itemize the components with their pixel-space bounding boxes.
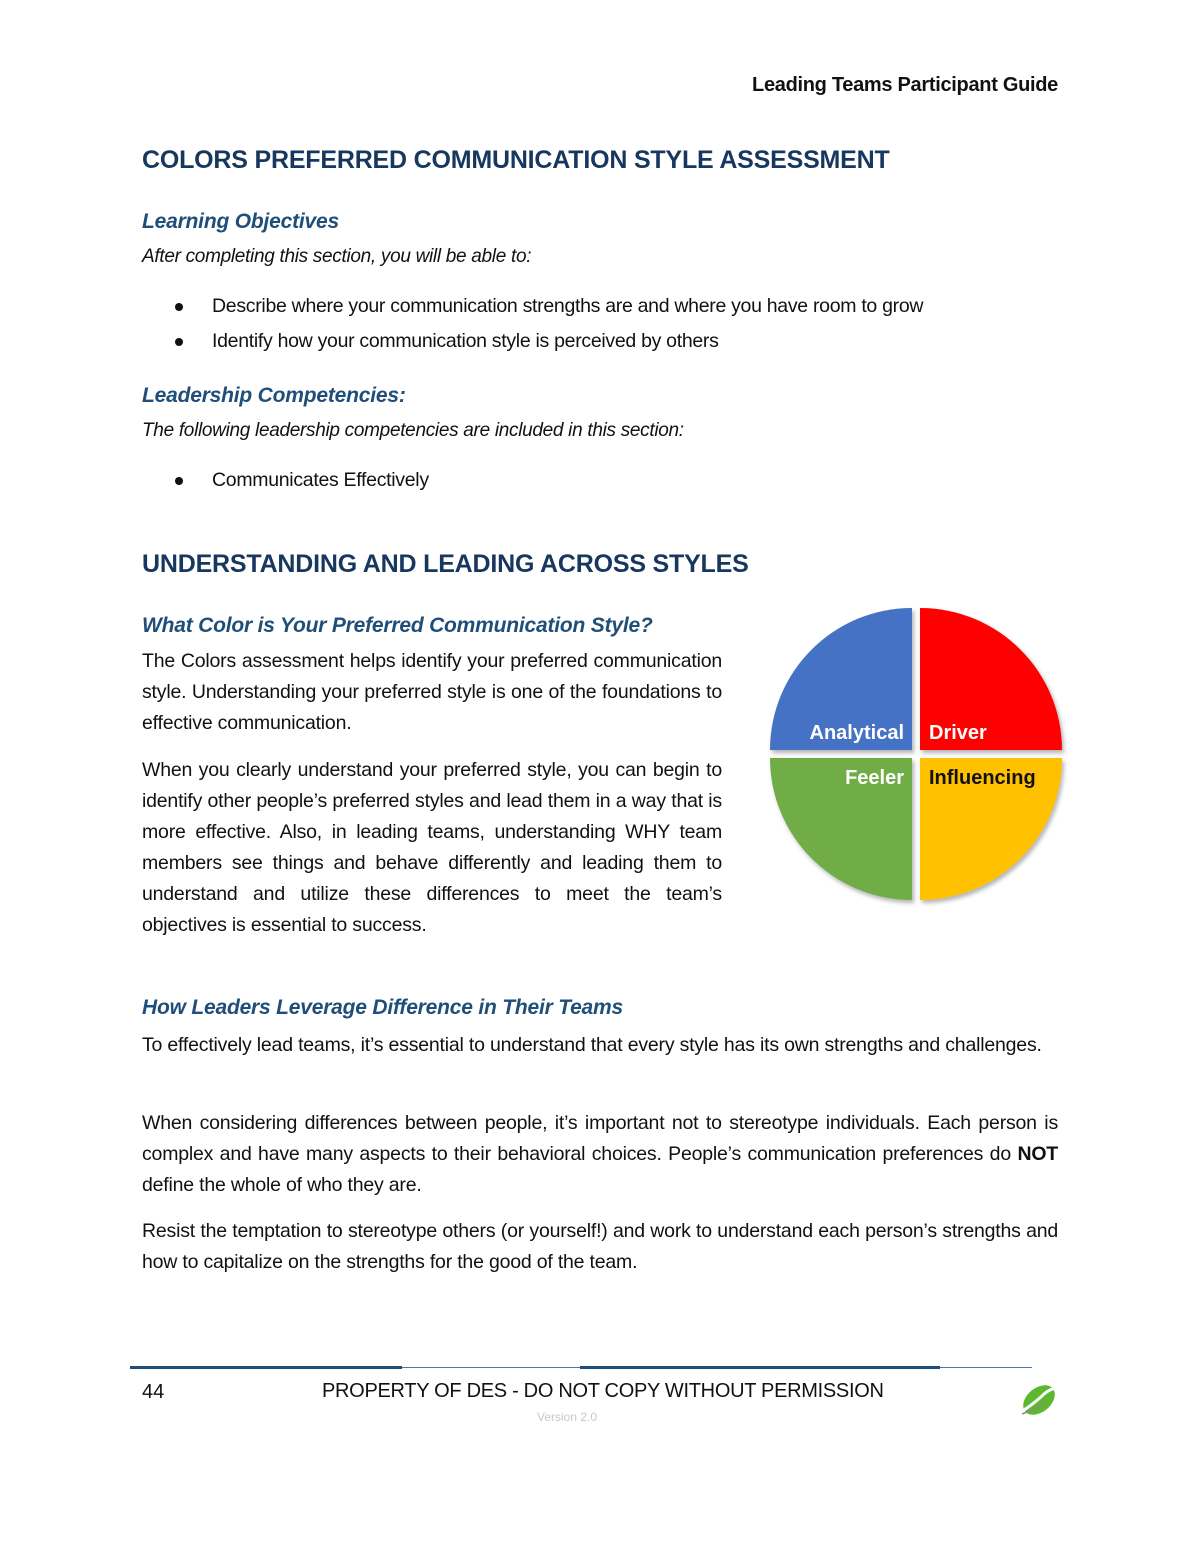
what-color-heading: What Color is Your Preferred Communication Style? xyxy=(142,614,653,637)
page-number: 44 xyxy=(142,1381,165,1403)
bullet-icon xyxy=(175,477,183,485)
des-leaf-logo-icon xyxy=(1016,1380,1062,1420)
copyright-notice: PROPERTY OF DES - DO NOT COPY WITHOUT PERMISSION xyxy=(322,1380,884,1402)
running-header: Leading Teams Participant Guide xyxy=(752,74,1058,96)
leverage-paragraph-2: When considering differences between people, it’s important not to stereotype individuals. Each person is complex and have many aspects to their behavioral choices. People’s communication preferences do NOT define the whole of who they are. xyxy=(142,1112,1058,1196)
influencing-label: Influencing xyxy=(929,767,1036,789)
learning-objectives-intro: After completing this section, you will be able to: xyxy=(142,246,532,267)
leadership-competencies-heading: Leadership Competencies: xyxy=(142,384,406,407)
list-item: Communicates Effectively xyxy=(142,463,429,498)
leadership-competencies-intro: The following leadership competencies are included in this section: xyxy=(142,420,684,441)
list-item: Describe where your communication strengths are and where you have room to grow xyxy=(142,289,923,324)
version-label: Version 2.0 xyxy=(537,1410,598,1424)
feeler-label: Feeler xyxy=(845,767,904,789)
analytical-label: Analytical xyxy=(809,722,904,744)
bullet-icon xyxy=(175,338,183,346)
leadership-competencies-list xyxy=(142,463,429,498)
section-title-assessment: COLORS PREFERRED COMMUNICATION STYLE ASSESSMENT xyxy=(142,146,890,174)
learning-objectives-heading: Learning Objectives xyxy=(142,210,339,233)
what-color-paragraph-2: When you clearly understand your preferred style, you can begin to identify other people’s preferred styles and lead them in a way that is more effective. Also, in leading teams, understanding WHY team members see things and behave differently and leading them to understand and utilize these differences to meet the team’s objectives is essential to success. xyxy=(142,759,722,936)
list-item: Identify how your communication style is perceived by others xyxy=(142,324,923,359)
footer-divider xyxy=(130,1366,1032,1370)
learning-objectives-list xyxy=(142,289,923,359)
section-title-styles: UNDERSTANDING AND LEADING ACROSS STYLES xyxy=(142,550,749,578)
leverage-paragraph-1: To effectively lead teams, it’s essential to understand that every style has its own strengths and challenges. xyxy=(142,1034,1042,1056)
what-color-paragraph-1: The Colors assessment helps identify your preferred communication style. Understanding your preferred style is one of the foundations to effective communication. xyxy=(142,650,722,734)
emphasis-not: NOT xyxy=(1017,1143,1058,1165)
leverage-heading: How Leaders Leverage Difference in Their Teams xyxy=(142,996,623,1019)
colors-wheel-diagram xyxy=(766,604,1070,908)
leverage-paragraph-3: Resist the temptation to stereotype others (or yourself!) and work to understand each person’s strengths and how to capitalize on the strengths for the good of the team. xyxy=(142,1220,1058,1273)
bullet-icon xyxy=(175,303,183,311)
driver-label: Driver xyxy=(929,722,987,744)
